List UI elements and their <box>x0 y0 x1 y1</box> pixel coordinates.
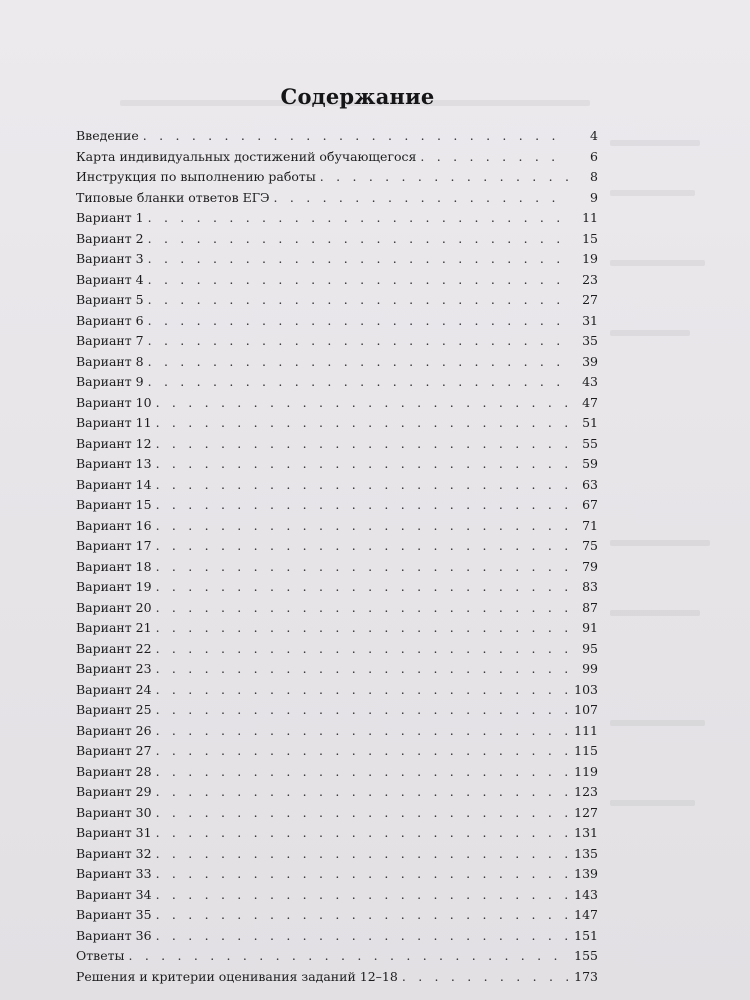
toc-entry <box>76 333 598 354</box>
toc-entry <box>76 928 598 949</box>
toc-entry <box>76 436 598 457</box>
toc-entry <box>76 190 598 211</box>
toc-leader-dots <box>156 928 568 943</box>
toc-entry <box>76 948 598 969</box>
toc-entry-label: Вариант 36 <box>76 927 152 943</box>
toc-entry-label: Вариант 31 <box>76 825 152 840</box>
toc-entry-page-number: 15 <box>582 230 598 246</box>
toc-entry-page-number: 43 <box>582 374 598 389</box>
toc-entry-page-number: 51 <box>582 415 598 430</box>
toc-entry-label: Вариант 3 <box>76 251 144 266</box>
toc-leader-dots <box>274 190 568 205</box>
toc-entry <box>76 641 598 662</box>
toc-entry-page-number: 91 <box>582 620 598 635</box>
toc-leader-dots <box>156 702 568 717</box>
toc-entry-label: Вариант 2 <box>76 230 144 246</box>
toc-leader-dots <box>156 436 568 451</box>
toc-entry-page-number: 19 <box>582 251 598 266</box>
toc-entry-label: Вариант 5 <box>76 292 144 307</box>
toc-entry-label: Ответы <box>76 948 125 963</box>
toc-entry-label: Вариант 1 <box>76 210 144 225</box>
show-through-mark <box>610 260 705 266</box>
toc-entry-label: Вариант 28 <box>76 763 152 779</box>
show-through-mark <box>610 720 705 726</box>
toc-leader-dots <box>156 682 568 697</box>
show-through-mark <box>610 190 695 196</box>
toc-entry-label: Вариант 27 <box>76 743 152 758</box>
toc-entry-page-number: 87 <box>582 599 598 615</box>
toc-entry-label: Типовые бланки ответов ЕГЭ <box>76 189 270 205</box>
toc-entry-label: Вариант 14 <box>76 476 152 492</box>
toc-entry-label: Вариант 4 <box>76 271 144 287</box>
toc-entry-label: Вариант 25 <box>76 702 152 717</box>
toc-entry-label: Вариант 12 <box>76 435 152 451</box>
toc-leader-dots <box>156 415 568 430</box>
toc-entry-label: Вариант 18 <box>76 558 152 574</box>
toc-entry-page-number: 123 <box>574 784 598 799</box>
toc-entry <box>76 456 598 477</box>
toc-leader-dots <box>156 743 568 758</box>
toc-leader-dots <box>156 518 568 533</box>
toc-entry-label: Вариант 7 <box>76 333 144 348</box>
toc-leader-dots <box>156 456 568 471</box>
toc-leader-dots <box>320 169 568 184</box>
toc-entry-page-number: 127 <box>574 804 598 820</box>
toc-leader-dots <box>128 948 568 963</box>
toc-entry <box>76 477 598 498</box>
toc-leader-dots <box>156 723 568 738</box>
toc-entry <box>76 661 598 682</box>
toc-entry-page-number: 47 <box>582 394 598 410</box>
show-through-mark <box>610 140 700 146</box>
toc-entry <box>76 395 598 416</box>
toc-entry <box>76 251 598 272</box>
toc-entry <box>76 907 598 928</box>
toc-entry-page-number: 63 <box>582 476 598 492</box>
toc-entry-label: Вариант 6 <box>76 312 144 328</box>
toc-entry-label: Вариант 24 <box>76 681 152 697</box>
toc-leader-dots <box>420 149 568 164</box>
toc-entry-page-number: 59 <box>582 456 598 471</box>
toc-entry-label: Вариант 17 <box>76 538 152 553</box>
toc-entry-page-number: 23 <box>582 271 598 287</box>
toc-leader-dots <box>156 846 568 861</box>
toc-leader-dots <box>156 907 568 922</box>
toc-entry-page-number: 115 <box>574 743 598 758</box>
toc-entry-page-number: 4 <box>590 128 598 143</box>
toc-entry <box>76 784 598 805</box>
toc-entry-label: Вариант 16 <box>76 517 152 533</box>
toc-entry <box>76 682 598 703</box>
toc-leader-dots <box>156 600 568 615</box>
page-title: Содержание <box>280 84 435 109</box>
show-through-mark <box>610 610 700 616</box>
toc-entry-label: Вариант 9 <box>76 374 144 389</box>
toc-leader-dots <box>156 538 568 553</box>
toc-entry-label: Вариант 35 <box>76 907 152 922</box>
toc-entry-page-number: 155 <box>574 948 598 963</box>
toc-leader-dots <box>156 579 568 594</box>
toc-entry <box>76 538 598 559</box>
toc-leader-dots <box>156 805 568 820</box>
toc-entry <box>76 497 598 518</box>
toc-entry <box>76 600 598 621</box>
toc-entry-label: Решения и критерии оценивания заданий 12–18 <box>76 968 398 984</box>
toc-entry-page-number: 83 <box>582 579 598 594</box>
toc-entry-page-number: 9 <box>590 189 598 205</box>
toc-entry-page-number: 75 <box>582 538 598 553</box>
toc-entry-page-number: 151 <box>574 927 598 943</box>
toc-entry <box>76 169 598 190</box>
toc-leader-dots <box>148 272 568 287</box>
toc-entry <box>76 887 598 908</box>
toc-entry <box>76 231 598 252</box>
toc-entry-label: Вариант 33 <box>76 866 152 881</box>
toc-entry-page-number: 99 <box>582 661 598 676</box>
toc-entry <box>76 805 598 826</box>
toc-leader-dots <box>148 251 568 266</box>
toc-entry-label: Вариант 29 <box>76 784 152 799</box>
toc-leader-dots <box>148 292 568 307</box>
toc-entry <box>76 272 598 293</box>
toc-entry <box>76 764 598 785</box>
toc-entry-page-number: 173 <box>574 968 598 984</box>
toc-entry-label: Вариант 26 <box>76 722 152 738</box>
toc-entry-page-number: 6 <box>590 148 598 164</box>
toc-entry-page-number: 135 <box>574 845 598 861</box>
toc-entry <box>76 702 598 723</box>
toc-entry-label: Введение <box>76 128 139 143</box>
toc-entry-page-number: 119 <box>574 763 598 779</box>
toc-entry <box>76 825 598 846</box>
toc-entry <box>76 313 598 334</box>
toc-entry-page-number: 95 <box>582 640 598 656</box>
toc-entry-label: Вариант 13 <box>76 456 152 471</box>
toc-entry-label: Вариант 19 <box>76 579 152 594</box>
toc-entry-label: Вариант 10 <box>76 394 152 410</box>
toc-leader-dots <box>148 333 568 348</box>
toc-leader-dots <box>156 641 568 656</box>
toc-entry-label: Вариант 20 <box>76 599 152 615</box>
toc-entry-label: Вариант 30 <box>76 804 152 820</box>
toc-entry-label: Вариант 21 <box>76 620 152 635</box>
toc-entry <box>76 559 598 580</box>
toc-entry-label: Вариант 23 <box>76 661 152 676</box>
show-through-mark <box>610 800 695 806</box>
toc-entry <box>76 518 598 539</box>
show-through-mark <box>610 540 710 546</box>
toc-entry <box>76 354 598 375</box>
toc-leader-dots <box>156 477 568 492</box>
toc-entry-label: Карта индивидуальных достижений обучающегося <box>76 148 417 164</box>
toc-entry <box>76 149 598 170</box>
toc-leader-dots <box>148 210 568 225</box>
toc-leader-dots <box>148 354 568 369</box>
toc-leader-dots <box>402 969 568 984</box>
toc-entry <box>76 969 598 990</box>
toc-entry <box>76 210 598 231</box>
toc-entry-page-number: 131 <box>574 825 598 840</box>
toc-leader-dots <box>156 395 568 410</box>
toc-entry-page-number: 79 <box>582 558 598 574</box>
toc-entry-page-number: 71 <box>582 517 598 533</box>
toc-leader-dots <box>143 128 568 143</box>
toc-entry-page-number: 67 <box>582 497 598 512</box>
toc-entry-page-number: 31 <box>582 312 598 328</box>
toc-leader-dots <box>156 866 568 881</box>
toc-leader-dots <box>156 825 568 840</box>
toc-entry-page-number: 107 <box>574 702 598 717</box>
toc-entry-page-number: 147 <box>574 907 598 922</box>
toc-leader-dots <box>156 559 568 574</box>
toc-entry-label: Вариант 22 <box>76 640 152 656</box>
toc-leader-dots <box>148 374 568 389</box>
toc-entry-label: Вариант 15 <box>76 497 152 512</box>
toc-entry-page-number: 103 <box>574 681 598 697</box>
toc-entry <box>76 415 598 436</box>
toc-leader-dots <box>148 313 568 328</box>
toc-entry <box>76 743 598 764</box>
toc-entry-page-number: 39 <box>582 353 598 369</box>
toc-entry-label: Вариант 8 <box>76 353 144 369</box>
toc-entry <box>76 723 598 744</box>
table-of-contents <box>76 128 598 989</box>
toc-entry-page-number: 27 <box>582 292 598 307</box>
toc-entry-label: Инструкция по выполнению работы <box>76 169 316 184</box>
toc-leader-dots <box>156 887 568 902</box>
toc-entry <box>76 620 598 641</box>
toc-entry-label: Вариант 34 <box>76 886 152 902</box>
toc-entry <box>76 128 598 149</box>
toc-entry-page-number: 55 <box>582 435 598 451</box>
show-through-mark <box>610 330 690 336</box>
toc-entry-label: Вариант 11 <box>76 415 152 430</box>
toc-leader-dots <box>156 497 568 512</box>
toc-entry-page-number: 8 <box>590 169 598 184</box>
toc-entry-page-number: 139 <box>574 866 598 881</box>
toc-entry-page-number: 35 <box>582 333 598 348</box>
toc-leader-dots <box>156 620 568 635</box>
toc-entry <box>76 846 598 867</box>
toc-entry-page-number: 111 <box>574 722 598 738</box>
toc-entry-label: Вариант 32 <box>76 845 152 861</box>
toc-entry <box>76 374 598 395</box>
toc-leader-dots <box>156 661 568 676</box>
toc-leader-dots <box>156 784 568 799</box>
toc-leader-dots <box>156 764 568 779</box>
toc-entry <box>76 579 598 600</box>
toc-entry-page-number: 11 <box>582 210 598 225</box>
toc-leader-dots <box>148 231 568 246</box>
toc-entry-page-number: 143 <box>574 886 598 902</box>
toc-entry <box>76 292 598 313</box>
toc-entry <box>76 866 598 887</box>
